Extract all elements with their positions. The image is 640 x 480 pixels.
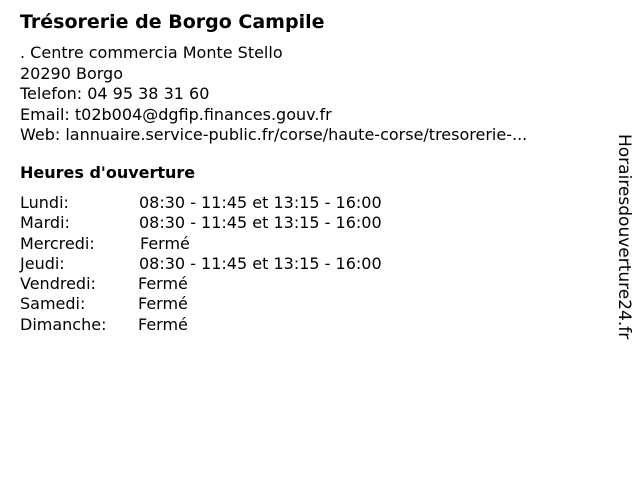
brand-watermark: [612, 134, 636, 374]
hours-heading: Heures d'ouverture: [20, 163, 196, 182]
day-hours: 08:30 - 11:45 et 13:15 - 16:00: [139, 253, 382, 273]
address-street: . Centre commercia Monte Stello: [20, 43, 283, 62]
day-label: Mardi:: [20, 213, 70, 233]
day-label: Dimanche:: [20, 314, 107, 334]
day-hours: 08:30 - 11:45 et 13:15 - 16:00: [139, 213, 382, 233]
day-label: Vendredi:: [20, 274, 96, 294]
day-hours: Fermé: [140, 233, 190, 253]
day-label: Lundi:: [20, 193, 69, 212]
day-label: Jeudi:: [20, 253, 65, 273]
phone-line: Telefon: 04 95 38 31 60: [20, 84, 210, 103]
contact-block: [20, 43, 527, 146]
day-label: Mercredi:: [20, 233, 95, 253]
web-line: Web: lannuaire.service-public.fr/corse/haute-corse/tresorerie-...: [20, 125, 528, 144]
day-hours: Fermé: [138, 314, 188, 334]
day-hours: Fermé: [138, 274, 188, 294]
day-hours: Fermé: [138, 294, 188, 314]
day-label: Samedi:: [20, 294, 86, 314]
page-title: Trésorerie de Borgo Campile: [20, 11, 325, 33]
day-hours: 08:30 - 11:45 et 13:15 - 16:00: [139, 193, 382, 212]
brand-text: Horairesdouverture24.fr: [614, 134, 634, 340]
address-city: 20290 Borgo: [20, 63, 123, 83]
email-line: Email: t02b004@dgfip.finances.gouv.fr: [20, 104, 332, 124]
